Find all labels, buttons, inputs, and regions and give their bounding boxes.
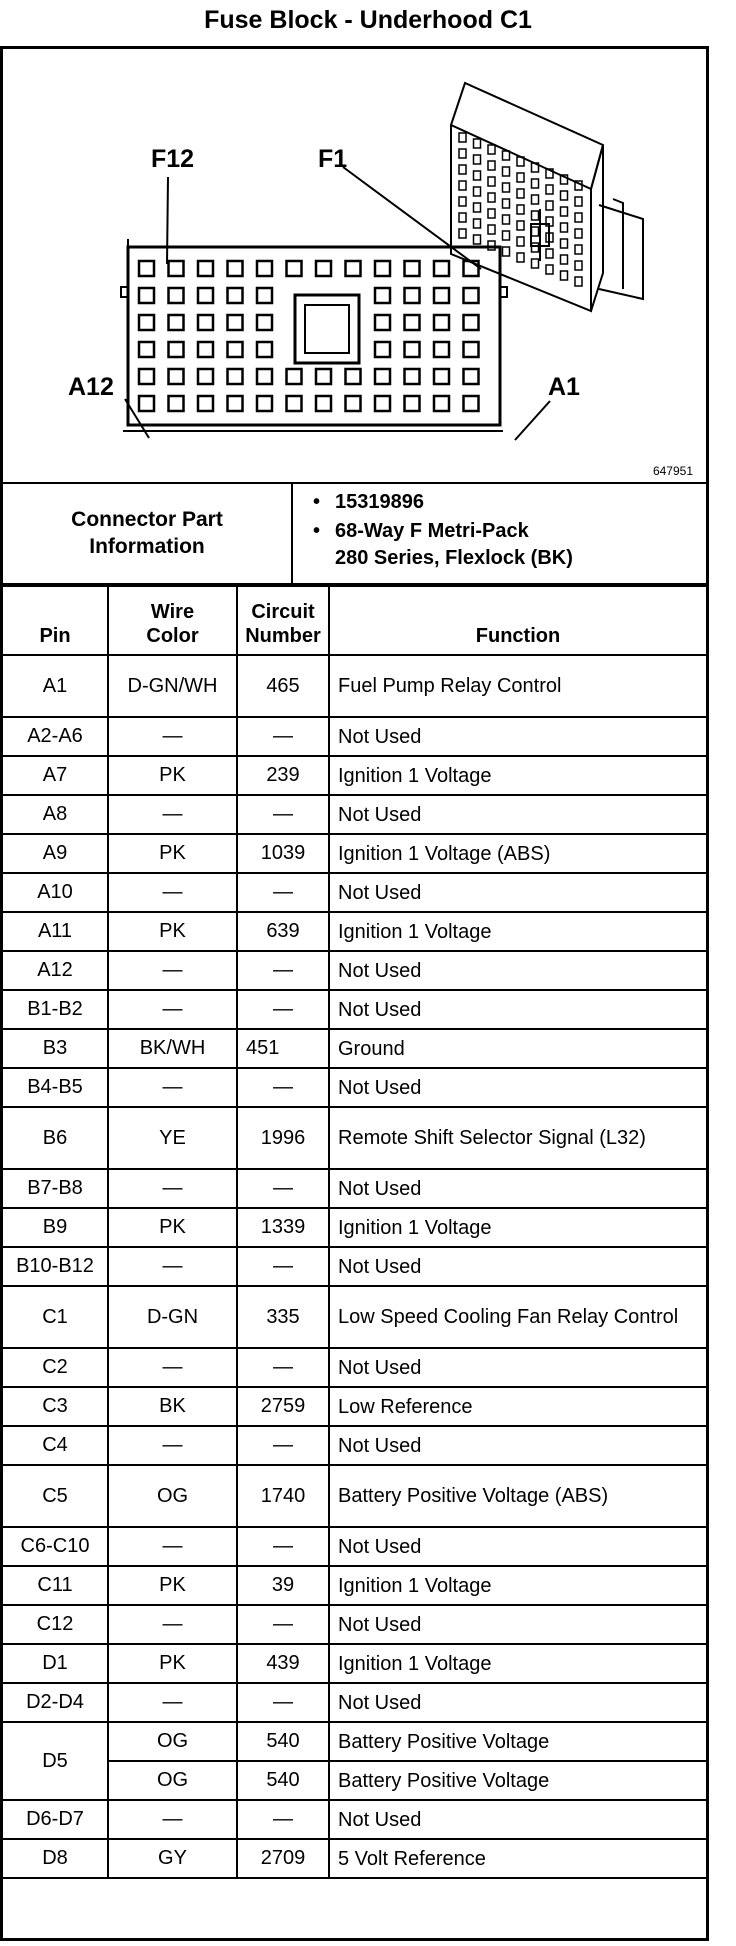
cavity bbox=[375, 369, 390, 384]
cell-pin: A11 bbox=[3, 912, 108, 951]
iso-cavity bbox=[517, 221, 524, 230]
cavity bbox=[316, 396, 331, 411]
cell-wire-color: GY bbox=[108, 1839, 237, 1878]
cavity bbox=[139, 288, 154, 303]
cavity bbox=[198, 261, 213, 276]
cavity bbox=[139, 369, 154, 384]
cell-pin: B4-B5 bbox=[3, 1068, 108, 1107]
cell-circuit-number: — bbox=[237, 1527, 329, 1566]
cell-circuit-number: — bbox=[237, 1348, 329, 1387]
iso-cavity bbox=[459, 133, 466, 142]
header-wire-color bbox=[108, 586, 237, 655]
cavity bbox=[434, 288, 449, 303]
cell-wire-color: PK bbox=[108, 834, 237, 873]
cell-function: Ignition 1 Voltage bbox=[329, 756, 706, 795]
iso-cavity bbox=[546, 265, 553, 274]
cell-circuit-number: — bbox=[237, 795, 329, 834]
iso-cavity bbox=[517, 205, 524, 214]
iso-cavity bbox=[575, 229, 582, 238]
cell-wire-color: D-GN/WH bbox=[108, 655, 237, 717]
cavity bbox=[346, 396, 361, 411]
cavity bbox=[434, 396, 449, 411]
cell-function: Not Used bbox=[329, 1068, 706, 1107]
connector-drawing bbox=[3, 49, 706, 482]
cell-pin: D5 bbox=[3, 1722, 108, 1800]
cell-circuit-number: — bbox=[237, 990, 329, 1029]
cavity bbox=[375, 261, 390, 276]
cell-function: 5 Volt Reference bbox=[329, 1839, 706, 1878]
iso-cavity bbox=[474, 187, 481, 196]
cavity bbox=[257, 315, 272, 330]
cell-wire-color: — bbox=[108, 990, 237, 1029]
cell-function: Ground bbox=[329, 1029, 706, 1068]
table-row bbox=[3, 1527, 706, 1566]
iso-cavity bbox=[474, 155, 481, 164]
cavity bbox=[405, 342, 420, 357]
cavity bbox=[169, 315, 184, 330]
cavity bbox=[464, 315, 479, 330]
table-row bbox=[3, 1208, 706, 1247]
cell-wire-color: — bbox=[108, 1247, 237, 1286]
cell-pin: B9 bbox=[3, 1208, 108, 1247]
cavity bbox=[228, 369, 243, 384]
table-row bbox=[3, 1068, 706, 1107]
connector-isometric-sketch bbox=[451, 83, 643, 311]
iso-cavity bbox=[575, 197, 582, 206]
cell-circuit-number: — bbox=[237, 717, 329, 756]
header-wire-color-l2: Color bbox=[146, 625, 199, 647]
cavity bbox=[198, 288, 213, 303]
cavity bbox=[405, 315, 420, 330]
iso-cavity bbox=[532, 227, 539, 236]
cell-circuit-number: 39 bbox=[237, 1566, 329, 1605]
cell-wire-color: — bbox=[108, 951, 237, 990]
cavity bbox=[169, 261, 184, 276]
cell-pin: A10 bbox=[3, 873, 108, 912]
iso-cavity bbox=[474, 171, 481, 180]
cell-wire-color: PK bbox=[108, 756, 237, 795]
cavity bbox=[434, 369, 449, 384]
table-row bbox=[3, 1644, 706, 1683]
table-row bbox=[3, 990, 706, 1029]
cell-circuit-number: 451 bbox=[237, 1029, 329, 1068]
cell-pin: A1 bbox=[3, 655, 108, 717]
cell-wire-color: — bbox=[108, 1800, 237, 1839]
iso-cavity bbox=[561, 191, 568, 200]
cavity bbox=[228, 288, 243, 303]
iso-cavity bbox=[503, 247, 510, 256]
cell-function: Not Used bbox=[329, 1426, 706, 1465]
iso-cavity bbox=[532, 179, 539, 188]
cell-circuit-number: 2759 bbox=[237, 1387, 329, 1426]
cell-function: Not Used bbox=[329, 1800, 706, 1839]
cell-circuit-number: 540 bbox=[237, 1722, 329, 1761]
cell-function: Battery Positive Voltage bbox=[329, 1761, 706, 1800]
cell-circuit-number: — bbox=[237, 1247, 329, 1286]
cell-wire-color: — bbox=[108, 1426, 237, 1465]
iso-cavity bbox=[575, 277, 582, 286]
cell-pin: C4 bbox=[3, 1426, 108, 1465]
table-row bbox=[3, 756, 706, 795]
cell-circuit-number: — bbox=[237, 1800, 329, 1839]
cell-pin: C12 bbox=[3, 1605, 108, 1644]
cell-function: Not Used bbox=[329, 990, 706, 1029]
iso-cavity bbox=[561, 271, 568, 280]
iso-cavity bbox=[474, 235, 481, 244]
header-circuit-l2: Number bbox=[245, 625, 321, 647]
iso-cavity bbox=[517, 237, 524, 246]
iso-cavity bbox=[488, 225, 495, 234]
cell-function: Ignition 1 Voltage bbox=[329, 1208, 706, 1247]
cavity bbox=[169, 369, 184, 384]
iso-cavity bbox=[488, 209, 495, 218]
cell-wire-color: — bbox=[108, 1348, 237, 1387]
connector-info-label-line1: Connector Part bbox=[71, 508, 223, 531]
cell-function: Not Used bbox=[329, 951, 706, 990]
table-row bbox=[3, 873, 706, 912]
table-row bbox=[3, 717, 706, 756]
cell-circuit-number: — bbox=[237, 1605, 329, 1644]
cell-pin: C6-C10 bbox=[3, 1527, 108, 1566]
cavity bbox=[228, 396, 243, 411]
cell-circuit-number: 639 bbox=[237, 912, 329, 951]
table-row bbox=[3, 1029, 706, 1068]
cell-function: Not Used bbox=[329, 1605, 706, 1644]
cell-function: Battery Positive Voltage bbox=[329, 1722, 706, 1761]
cell-wire-color: D-GN bbox=[108, 1286, 237, 1348]
cell-pin: A8 bbox=[3, 795, 108, 834]
cell-wire-color: PK bbox=[108, 1644, 237, 1683]
cavity bbox=[139, 396, 154, 411]
cell-pin: C2 bbox=[3, 1348, 108, 1387]
cavity bbox=[316, 369, 331, 384]
cavity bbox=[375, 396, 390, 411]
cell-circuit-number: — bbox=[237, 951, 329, 990]
cell-circuit-number: 1039 bbox=[237, 834, 329, 873]
cell-pin: D8 bbox=[3, 1839, 108, 1878]
cell-function: Ignition 1 Voltage (ABS) bbox=[329, 834, 706, 873]
cell-pin: D2-D4 bbox=[3, 1683, 108, 1722]
cavity bbox=[169, 342, 184, 357]
cell-circuit-number: 540 bbox=[237, 1761, 329, 1800]
cavity bbox=[198, 315, 213, 330]
cell-pin: D6-D7 bbox=[3, 1800, 108, 1839]
page-title: Fuse Block - Underhood C1 bbox=[204, 6, 532, 34]
cell-pin: C5 bbox=[3, 1465, 108, 1527]
table-row bbox=[3, 1566, 706, 1605]
table-row bbox=[3, 1348, 706, 1387]
cavity bbox=[464, 342, 479, 357]
cell-function: Battery Positive Voltage (ABS) bbox=[329, 1465, 706, 1527]
header-circuit-l1: Circuit bbox=[251, 601, 315, 623]
iso-cavity bbox=[517, 189, 524, 198]
iso-cavity bbox=[459, 165, 466, 174]
pinout-table-body bbox=[3, 655, 706, 1878]
cell-wire-color: OG bbox=[108, 1761, 237, 1800]
table-row bbox=[3, 1800, 706, 1839]
cell-pin: B10-B12 bbox=[3, 1247, 108, 1286]
table-row bbox=[3, 1761, 706, 1800]
cavity bbox=[257, 342, 272, 357]
iso-cavity bbox=[532, 211, 539, 220]
cell-pin: A2-A6 bbox=[3, 717, 108, 756]
cell-wire-color: — bbox=[108, 795, 237, 834]
cavity bbox=[198, 369, 213, 384]
cell-pin: A7 bbox=[3, 756, 108, 795]
cell-function: Ignition 1 Voltage bbox=[329, 912, 706, 951]
cavity bbox=[464, 288, 479, 303]
iso-cavity bbox=[459, 149, 466, 158]
cell-pin: B3 bbox=[3, 1029, 108, 1068]
pinout-table bbox=[3, 585, 706, 1879]
cell-wire-color: — bbox=[108, 1605, 237, 1644]
cell-pin: B1-B2 bbox=[3, 990, 108, 1029]
table-header-row bbox=[3, 586, 706, 655]
connector-info-label bbox=[3, 483, 293, 583]
cell-wire-color: PK bbox=[108, 1566, 237, 1605]
cavity bbox=[287, 261, 302, 276]
cavity bbox=[405, 369, 420, 384]
iso-cavity bbox=[503, 231, 510, 240]
iso-cavity bbox=[474, 219, 481, 228]
cavity bbox=[434, 342, 449, 357]
cell-function: Ignition 1 Voltage bbox=[329, 1644, 706, 1683]
iso-cavity bbox=[488, 145, 495, 154]
iso-cavity bbox=[532, 259, 539, 268]
iso-cavity bbox=[488, 161, 495, 170]
table-row bbox=[3, 1387, 706, 1426]
iso-cavity bbox=[575, 213, 582, 222]
cavity bbox=[316, 261, 331, 276]
iso-cavity bbox=[561, 239, 568, 248]
cell-wire-color: YE bbox=[108, 1107, 237, 1169]
cavity bbox=[257, 369, 272, 384]
cell-circuit-number: 465 bbox=[237, 655, 329, 717]
part-number: • 15319896 bbox=[335, 489, 706, 516]
figure-number: 647951 bbox=[652, 464, 693, 478]
cavity bbox=[257, 261, 272, 276]
cell-function: Not Used bbox=[329, 1247, 706, 1286]
table-row bbox=[3, 1839, 706, 1878]
cell-wire-color: — bbox=[108, 1683, 237, 1722]
cavity bbox=[228, 342, 243, 357]
iso-cavity bbox=[532, 243, 539, 252]
cell-function: Low Reference bbox=[329, 1387, 706, 1426]
label-a12: A12 bbox=[68, 373, 114, 401]
cell-pin: C11 bbox=[3, 1566, 108, 1605]
table-row bbox=[3, 951, 706, 990]
cell-function: Fuel Pump Relay Control bbox=[329, 655, 706, 717]
connector-part-info bbox=[3, 483, 706, 585]
cell-circuit-number: 335 bbox=[237, 1286, 329, 1348]
cavity bbox=[375, 288, 390, 303]
cavity bbox=[228, 315, 243, 330]
table-row bbox=[3, 1107, 706, 1169]
iso-cavity bbox=[546, 249, 553, 258]
cavity bbox=[375, 342, 390, 357]
iso-cavity bbox=[575, 261, 582, 270]
cavity bbox=[405, 261, 420, 276]
cavity bbox=[405, 396, 420, 411]
cavity bbox=[287, 396, 302, 411]
iso-cavity bbox=[532, 195, 539, 204]
cell-wire-color: PK bbox=[108, 1208, 237, 1247]
table-row bbox=[3, 1683, 706, 1722]
table-row bbox=[3, 1247, 706, 1286]
cell-pin: B6 bbox=[3, 1107, 108, 1169]
iso-cavity bbox=[459, 213, 466, 222]
connector-type: • 68-Way F Metri-Pack bbox=[335, 518, 706, 545]
cell-circuit-number: 239 bbox=[237, 756, 329, 795]
header-function: Function bbox=[329, 586, 706, 655]
iso-cavity bbox=[488, 177, 495, 186]
cell-function: Not Used bbox=[329, 1527, 706, 1566]
table-row bbox=[3, 795, 706, 834]
cell-wire-color: — bbox=[108, 873, 237, 912]
iso-cavity bbox=[459, 229, 466, 238]
header-wire-color-l1: Wire bbox=[150, 601, 195, 623]
iso-cavity bbox=[459, 197, 466, 206]
cavity bbox=[405, 288, 420, 303]
iso-cavity bbox=[488, 193, 495, 202]
cell-pin: D1 bbox=[3, 1644, 108, 1683]
iso-cavity bbox=[546, 185, 553, 194]
label-f12: F12 bbox=[151, 145, 195, 173]
cell-pin: A12 bbox=[3, 951, 108, 990]
iso-cavity bbox=[503, 183, 510, 192]
cell-wire-color: BK/WH bbox=[108, 1029, 237, 1068]
table-row bbox=[3, 1465, 706, 1527]
cavity bbox=[169, 288, 184, 303]
cavity bbox=[375, 315, 390, 330]
iso-cavity bbox=[517, 173, 524, 182]
cavity bbox=[287, 369, 302, 384]
cell-circuit-number: 1996 bbox=[237, 1107, 329, 1169]
cavity bbox=[139, 315, 154, 330]
cavity bbox=[139, 261, 154, 276]
cavity bbox=[198, 342, 213, 357]
cell-circuit-number: — bbox=[237, 1426, 329, 1465]
cell-wire-color: — bbox=[108, 717, 237, 756]
cavity bbox=[346, 369, 361, 384]
cavity bbox=[434, 315, 449, 330]
cavity bbox=[169, 396, 184, 411]
cavity bbox=[198, 396, 213, 411]
connector-series: 280 Series, Flexlock (BK) bbox=[335, 547, 573, 569]
cell-circuit-number: 2709 bbox=[237, 1839, 329, 1878]
cell-pin: C1 bbox=[3, 1286, 108, 1348]
connector-info-label-line2: Information bbox=[89, 535, 205, 558]
cell-wire-color: — bbox=[108, 1169, 237, 1208]
cell-circuit-number: 1740 bbox=[237, 1465, 329, 1527]
connector-info-list bbox=[293, 483, 706, 583]
cell-pin: C3 bbox=[3, 1387, 108, 1426]
label-a1: A1 bbox=[548, 373, 580, 401]
cavity bbox=[139, 342, 154, 357]
iso-cavity bbox=[503, 199, 510, 208]
table-row bbox=[3, 1169, 706, 1208]
table-row bbox=[3, 1722, 706, 1761]
iso-cavity bbox=[474, 139, 481, 148]
cell-function: Not Used bbox=[329, 795, 706, 834]
cell-function: Not Used bbox=[329, 1683, 706, 1722]
cell-function: Remote Shift Selector Signal (L32) bbox=[329, 1107, 706, 1169]
iso-cavity bbox=[546, 201, 553, 210]
iso-cavity bbox=[561, 255, 568, 264]
cell-function: Low Speed Cooling Fan Relay Control bbox=[329, 1286, 706, 1348]
cavity bbox=[228, 261, 243, 276]
table-row bbox=[3, 1286, 706, 1348]
iso-cavity bbox=[503, 215, 510, 224]
header-circuit-number bbox=[237, 586, 329, 655]
table-row bbox=[3, 912, 706, 951]
cell-wire-color: — bbox=[108, 1527, 237, 1566]
cavity bbox=[464, 396, 479, 411]
table-row bbox=[3, 1605, 706, 1644]
cell-wire-color: OG bbox=[108, 1465, 237, 1527]
cell-circuit-number: 439 bbox=[237, 1644, 329, 1683]
cell-wire-color: PK bbox=[108, 912, 237, 951]
table-row bbox=[3, 655, 706, 717]
cell-function: Not Used bbox=[329, 717, 706, 756]
cavity bbox=[434, 261, 449, 276]
cell-circuit-number: — bbox=[237, 1169, 329, 1208]
iso-cavity bbox=[503, 167, 510, 176]
cavity bbox=[464, 369, 479, 384]
iso-cavity bbox=[517, 253, 524, 262]
connector-info-label-full bbox=[205, 533, 206, 534]
iso-cavity bbox=[561, 223, 568, 232]
cell-wire-color: OG bbox=[108, 1722, 237, 1761]
table-row bbox=[3, 834, 706, 873]
cell-function: Not Used bbox=[329, 1169, 706, 1208]
cavity bbox=[257, 288, 272, 303]
cell-pin: A9 bbox=[3, 834, 108, 873]
connector-diagram bbox=[3, 49, 706, 484]
label-f1: F1 bbox=[318, 145, 348, 173]
iso-cavity bbox=[561, 207, 568, 216]
cell-function: Not Used bbox=[329, 873, 706, 912]
cell-circuit-number: — bbox=[237, 1068, 329, 1107]
table-row bbox=[3, 1426, 706, 1465]
cell-wire-color: — bbox=[108, 1068, 237, 1107]
iso-cavity bbox=[575, 245, 582, 254]
cell-circuit-number: — bbox=[237, 1683, 329, 1722]
cell-wire-color: BK bbox=[108, 1387, 237, 1426]
cavity bbox=[346, 261, 361, 276]
iso-cavity bbox=[459, 181, 466, 190]
cell-circuit-number: — bbox=[237, 873, 329, 912]
cell-pin: B7-B8 bbox=[3, 1169, 108, 1208]
cavity bbox=[257, 396, 272, 411]
cell-function: Not Used bbox=[329, 1348, 706, 1387]
header-pin: Pin bbox=[3, 586, 108, 655]
cell-circuit-number: 1339 bbox=[237, 1208, 329, 1247]
cell-function: Ignition 1 Voltage bbox=[329, 1566, 706, 1605]
iso-cavity bbox=[474, 203, 481, 212]
